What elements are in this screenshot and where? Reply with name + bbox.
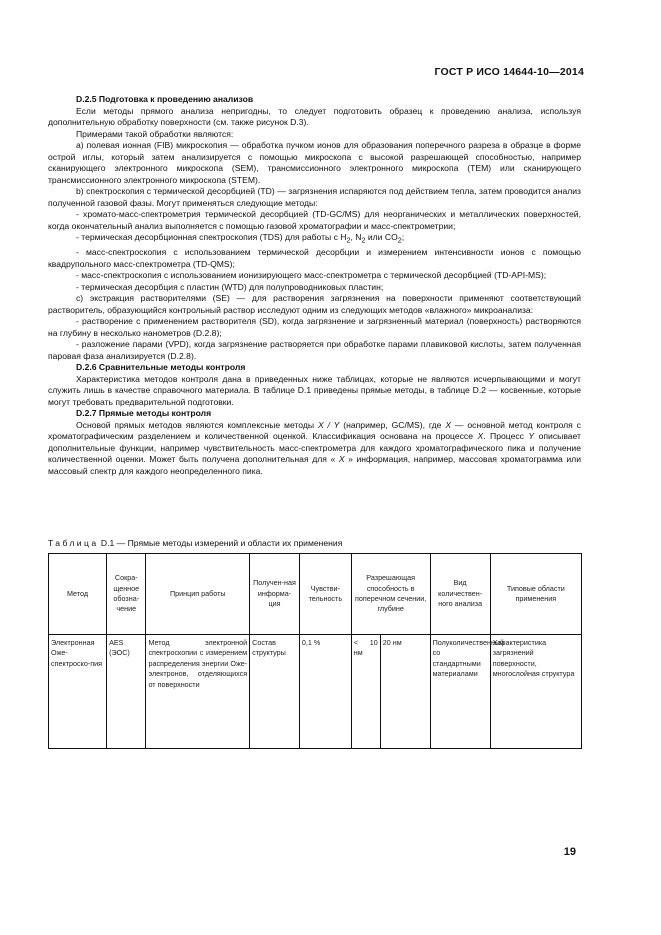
- table-cell-applications: Характеристика загрязнений поверхности, многослойная структура: [490, 635, 581, 749]
- table-cell-quant: Полуколичественный со стандартными материалами: [430, 635, 490, 749]
- table-header-cell: Чувстви-тельность: [299, 554, 351, 635]
- table-header-cell: Принцип работы: [146, 554, 250, 635]
- table-cell-info: Состав структуры: [250, 635, 300, 749]
- table-row: [49, 635, 582, 749]
- paragraph: c) экстракция растворителями (SE) — для растворения загрязнения на поверхности применяют соответствующий растворитель, образующийся контрольный раствор исследуют одним из следующих методов «влажного» микроанализа:: [48, 293, 581, 315]
- italic-symbol: X: [445, 419, 452, 430]
- table-cell-resolution-lateral: < 10 нм: [351, 635, 380, 749]
- text-run: описывает дополнительные функции, например чувствительность масс-спектрометра для каждого хроматографического пика и получение количественной оценки. Может быть получена дополнительная для «: [48, 431, 581, 465]
- paragraph: Характеристика методов контроля дана в приведенных ниже таблицах, которые не являются исчерпывающими и могут служить лишь в качестве справочного материала. В таблице D.1 приведены прямые методы, в таблице D.2 — косвенные, которые могут требовать предварительной подготовки.: [48, 373, 581, 407]
- text-run: — основной метод контроля с хроматографическим разделением и количественной оценкой. Классификация основана на процессе: [48, 419, 581, 442]
- subscript: 2: [346, 236, 351, 245]
- paragraph: - хромато-масс-спектрометрия термической десорбцией (TD-GC/MS) для неорганических и металлических поверхностей, когда окончательный анализ выполняется с помощью газовой хроматографии и масс-спектрометрии;: [48, 209, 581, 231]
- subscript: 2: [361, 236, 366, 245]
- italic-symbol: Y: [528, 431, 535, 442]
- paragraph: b) спектроскопия с термической десорбцией (TD) — загрязнения испаряются под действием тепла, затем проводится анализ полученной газовой фазы. Могут применяться следующие методы:: [48, 186, 581, 208]
- paragraph: Примерами такой обработки являются:: [76, 128, 234, 139]
- italic-symbol: X: [477, 431, 484, 442]
- table-header-cell: Разрешающая способность в поперечном сечении, глубине: [351, 554, 430, 635]
- section-title-d27: D.2.7 Прямые методы контроля: [76, 408, 212, 419]
- subscript: 2: [397, 236, 402, 245]
- paragraph: - масс-спектроскопия с использованием термической десорбции и измерением интенсивности ионов с помощью квадрупольного масс-спектрометра (TD-QMS);: [48, 247, 581, 269]
- paragraph: Если методы прямого анализа непригодны, то следует подготовить образец к проведению анализа, используя дополнительную обработку поверхности (см. также рисунок D.3).: [48, 105, 581, 127]
- table-caption: [48, 538, 342, 549]
- text-run: , N: [350, 232, 362, 242]
- text-run: Основой прямых методов являются комплексные методы: [76, 419, 318, 430]
- italic-symbol: X: [338, 454, 345, 465]
- table-cell-abbr: AES (ЭОС): [107, 635, 146, 749]
- text-run: или CO: [365, 232, 398, 242]
- table-header-row: [49, 554, 582, 635]
- paragraph: - разложение парами (VPD), когда загрязнение растворяется при обработке парами плавиковой кислоты, затем полученная паровая фаза анализируется (D.2.8).: [48, 339, 581, 361]
- paragraph: - термическая десорбция с пластин (WTD) для полупроводниковых пластин;: [76, 281, 384, 292]
- section-title-d25: D.2.5 Подготовка к проведению анализов: [76, 94, 254, 104]
- paragraph: - растворение с применением растворителя (SD), когда загрязнение и загрязненный материал (поверхность) растворяются на глубину в несколько нанометров (D.2.8);: [48, 316, 581, 338]
- table-cell-resolution-depth: 20 нм: [380, 635, 430, 749]
- paragraph: a) полевая ионная (FIB) микроскопия — обработка пучком ионов для образования поперечного разреза в образце в форме острой иглы, который затем анализируется с помощью микроскопа с высокой разрешающей способностью, например сканирующего электронного микроскопа (SEM), трансмиссионного электронного микроскопа (TEM) или сканирующего трансмиссионного электронного микроскопа (STEM).: [48, 140, 581, 185]
- italic-symbol: X / Y: [317, 419, 340, 430]
- paragraph: [48, 232, 581, 247]
- text-run: . Процесс: [483, 431, 529, 442]
- section-title-d26: D.2.6 Сравнительные методы контроля: [76, 362, 246, 373]
- text-run: ;: [401, 232, 405, 242]
- text-run: (например, GC/MS), где: [339, 419, 446, 430]
- methods-table: [48, 553, 582, 749]
- text-run: - термическая десорбционная спектроскопия (TDS) для работы с H: [76, 232, 347, 242]
- table-caption-text: D.1 — Прямые методы измерений и области их применения: [98, 538, 343, 548]
- page-number: 19: [563, 846, 576, 858]
- table-header-cell: Типовые области применения: [490, 554, 581, 635]
- text-run: » информация, например, массовая хроматограмма или массовый спектр для каждого неопределенного пика.: [48, 454, 581, 476]
- table-cell-principle: Метод электронной спектроскопии с измерением распределения энергии Оже-электронов, отделяющихся от поверхности: [146, 635, 250, 749]
- table-cell-method: Электронная Оже-спектроско-пия: [49, 635, 107, 749]
- table-cell-sensitivity: 0,1 %: [299, 635, 351, 749]
- table-header-cell: Вид количествен-ного анализа: [430, 554, 490, 635]
- table-header-cell: Метод: [49, 554, 107, 635]
- paragraph: - масс-спектроскопия с использованием ионизирующего масс-спектрометра с термической десорбцией (TD-API-MS);: [76, 270, 547, 281]
- table-header-cell: Получен-ная информа-ция: [250, 554, 300, 635]
- document-header: ГОСТ Р ИСО 14644-10—2014: [434, 66, 584, 78]
- document-body: [48, 94, 581, 477]
- paragraph: [48, 420, 581, 478]
- table-caption-label: Таблица: [48, 538, 99, 548]
- table-header-cell: Сокра-щенное обозна-чение: [107, 554, 146, 635]
